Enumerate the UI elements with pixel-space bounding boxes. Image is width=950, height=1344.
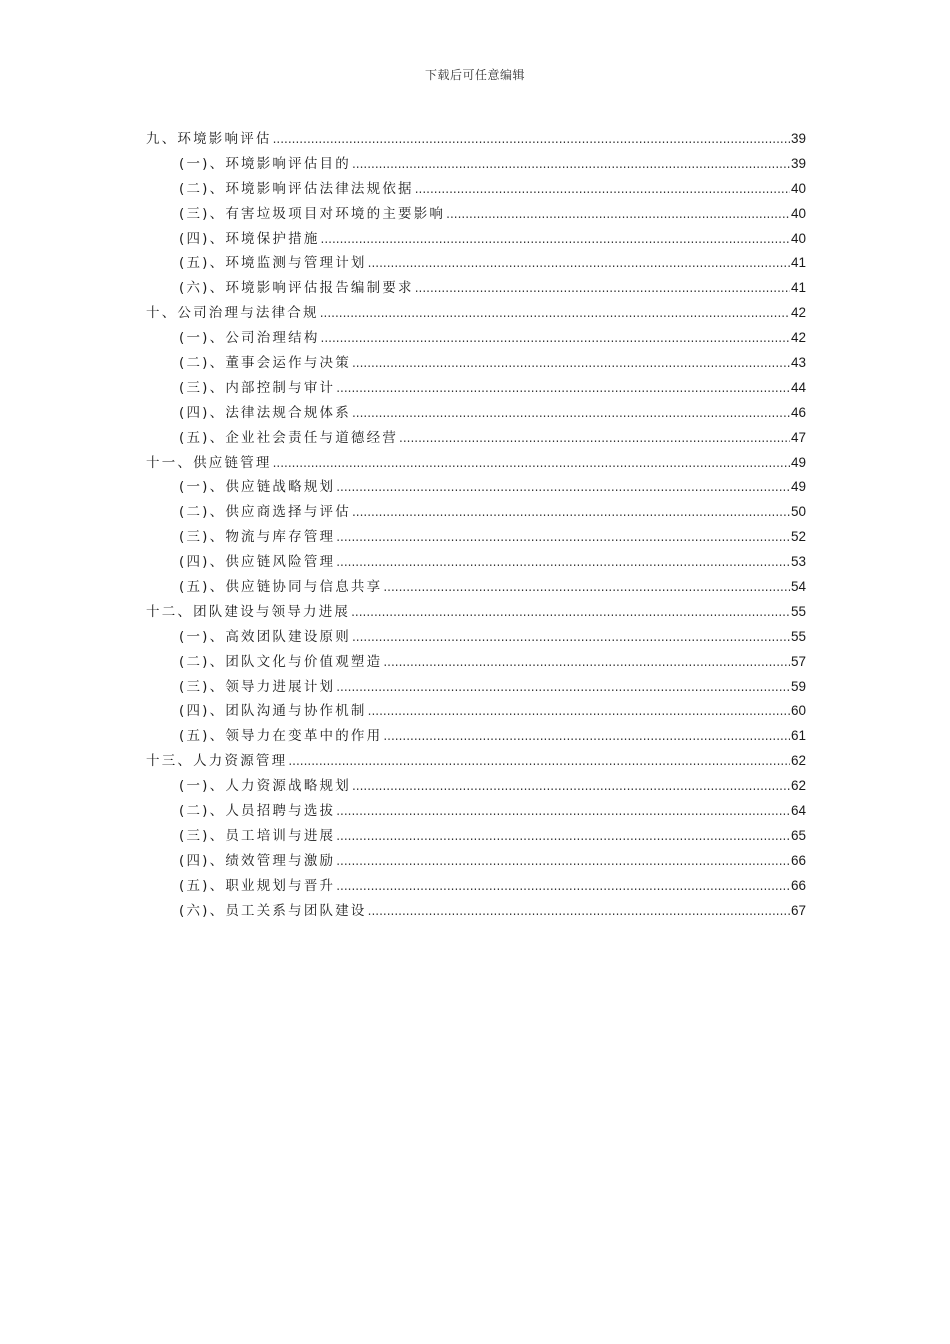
toc-dot-leader: [336, 849, 790, 874]
toc-entry-title: (五)、环境监测与管理计划: [179, 255, 367, 272]
toc-page-number: 42: [790, 330, 806, 346]
toc-dot-leader: [383, 575, 790, 600]
toc-page-number: 55: [790, 603, 806, 619]
toc-page-number: 67: [790, 902, 806, 918]
toc-entry-title: (三)、物流与库存管理: [179, 529, 336, 546]
toc-section-entry[interactable]: [146, 152, 806, 177]
toc-page-number: 50: [790, 504, 806, 520]
toc-section-entry[interactable]: [146, 575, 806, 600]
toc-entry-title: (一)、高效团队建设原则: [179, 628, 351, 645]
toc-section-entry[interactable]: [146, 475, 806, 500]
toc-dot-leader: [383, 650, 790, 675]
toc-section-entry[interactable]: [146, 177, 806, 202]
toc-entry-title: (四)、环境保护措施: [179, 230, 320, 247]
toc-page-number: 46: [790, 404, 806, 420]
toc-entry-title: (四)、绩效管理与激励: [179, 852, 336, 869]
toc-dot-leader: [352, 774, 790, 799]
toc-section-entry[interactable]: [146, 202, 806, 227]
toc-section-entry[interactable]: [146, 351, 806, 376]
table-of-contents: [146, 127, 806, 924]
toc-section-entry[interactable]: [146, 500, 806, 525]
toc-section-entry[interactable]: [146, 227, 806, 252]
toc-dot-leader: [336, 799, 790, 824]
toc-entry-title: (一)、环境影响评估目的: [179, 155, 351, 172]
toc-dot-leader: [352, 500, 790, 525]
toc-section-entry[interactable]: [146, 799, 806, 824]
toc-entry-title: (四)、团队沟通与协作机制: [179, 703, 367, 720]
toc-entry-title: (五)、供应链协同与信息共享: [179, 579, 383, 596]
toc-dot-leader: [273, 451, 790, 476]
toc-entry-title: (二)、董事会运作与决策: [179, 355, 351, 372]
toc-entry-title: (五)、企业社会责任与道德经营: [179, 429, 399, 446]
toc-dot-leader: [336, 525, 790, 550]
toc-page-number: 41: [790, 255, 806, 271]
toc-page-number: 65: [790, 827, 806, 843]
toc-dot-leader: [273, 127, 790, 152]
toc-entry-title: 十一、供应链管理: [146, 454, 272, 471]
toc-chapter-entry[interactable]: [146, 600, 806, 625]
toc-page-number: 61: [790, 728, 806, 744]
toc-page-number: 39: [790, 131, 806, 146]
toc-page-number: 44: [790, 379, 806, 395]
toc-dot-leader: [415, 177, 790, 202]
toc-dot-leader: [399, 426, 790, 451]
toc-dot-leader: [321, 227, 790, 252]
toc-entry-title: (一)、公司治理结构: [179, 330, 320, 347]
toc-dot-leader: [352, 401, 790, 426]
toc-dot-leader: [336, 824, 790, 849]
toc-page-number: 42: [790, 305, 806, 321]
toc-dot-leader: [320, 301, 790, 326]
toc-dot-leader: [368, 251, 790, 276]
toc-dot-leader: [352, 625, 790, 650]
toc-page-number: 41: [790, 280, 806, 296]
toc-dot-leader: [351, 600, 790, 625]
toc-dot-leader: [352, 152, 790, 177]
toc-entry-title: (六)、员工关系与团队建设: [179, 902, 367, 919]
toc-entry-title: 九、环境影响评估: [146, 131, 272, 147]
toc-entry-title: (一)、供应链战略规划: [179, 479, 336, 496]
toc-page-number: 60: [790, 703, 806, 719]
toc-dot-leader: [321, 326, 790, 351]
toc-page-number: 49: [790, 454, 806, 470]
toc-entry-title: (二)、团队文化与价值观塑造: [179, 653, 383, 670]
toc-dot-leader: [352, 351, 790, 376]
toc-section-entry[interactable]: [146, 724, 806, 749]
toc-section-entry[interactable]: [146, 625, 806, 650]
toc-chapter-entry[interactable]: [146, 749, 806, 774]
toc-entry-title: (五)、职业规划与晋升: [179, 877, 336, 894]
toc-section-entry[interactable]: [146, 774, 806, 799]
toc-section-entry[interactable]: [146, 376, 806, 401]
toc-page-number: 52: [790, 529, 806, 545]
toc-entry-title: (三)、有害垃圾项目对环境的主要影响: [179, 205, 446, 222]
toc-section-entry[interactable]: [146, 899, 806, 924]
toc-section-entry[interactable]: [146, 675, 806, 700]
toc-entry-title: (三)、员工培训与进展: [179, 827, 336, 844]
toc-page-number: 55: [790, 628, 806, 644]
toc-section-entry[interactable]: [146, 650, 806, 675]
toc-dot-leader: [383, 724, 790, 749]
toc-entry-title: 十三、人力资源管理: [146, 753, 288, 770]
toc-entry-title: (二)、人员招聘与选拔: [179, 803, 336, 820]
toc-section-entry[interactable]: [146, 251, 806, 276]
toc-dot-leader: [336, 475, 790, 500]
toc-entry-title: 十二、团队建设与领导力进展: [146, 603, 351, 620]
toc-page-number: 39: [790, 155, 806, 171]
toc-section-entry[interactable]: [146, 276, 806, 301]
toc-entry-title: (一)、人力资源战略规划: [179, 778, 351, 795]
toc-dot-leader: [368, 899, 790, 924]
toc-entry-title: (四)、供应链风险管理: [179, 554, 336, 571]
toc-chapter-entry[interactable]: [146, 301, 806, 326]
toc-page-number: 47: [790, 429, 806, 445]
toc-section-entry[interactable]: [146, 525, 806, 550]
toc-dot-leader: [336, 376, 790, 401]
toc-section-entry[interactable]: [146, 401, 806, 426]
toc-dot-leader: [446, 202, 790, 227]
toc-page-number: 66: [790, 852, 806, 868]
toc-page-number: 40: [790, 205, 806, 221]
toc-page-number: 57: [790, 653, 806, 669]
toc-entry-title: (二)、环境影响评估法律法规依据: [179, 180, 414, 197]
toc-section-entry[interactable]: [146, 326, 806, 351]
toc-entry-title: (三)、内部控制与审计: [179, 379, 336, 396]
toc-page-number: 54: [790, 579, 806, 595]
toc-page-number: 62: [790, 778, 806, 794]
toc-entry-title: (五)、领导力在变革中的作用: [179, 728, 383, 745]
toc-page-number: 43: [790, 355, 806, 371]
page-header: 下载后可任意编辑: [424, 68, 525, 82]
toc-section-entry[interactable]: [146, 824, 806, 849]
toc-section-entry[interactable]: [146, 849, 806, 874]
toc-page-number: 64: [790, 803, 806, 819]
toc-dot-leader: [368, 699, 790, 724]
toc-chapter-entry[interactable]: [146, 127, 806, 152]
toc-dot-leader: [336, 675, 790, 700]
toc-page-number: 49: [790, 479, 806, 495]
toc-page-number: 66: [790, 877, 806, 893]
toc-page-number: 40: [790, 180, 806, 196]
toc-section-entry[interactable]: [146, 874, 806, 899]
toc-dot-leader: [336, 550, 790, 575]
toc-page-number: 53: [790, 554, 806, 570]
toc-dot-leader: [415, 276, 790, 301]
toc-entry-title: (二)、供应商选择与评估: [179, 504, 351, 521]
toc-entry-title: (四)、法律法规合规体系: [179, 404, 351, 421]
toc-entry-title: (三)、领导力进展计划: [179, 678, 336, 695]
toc-page-number: 40: [790, 230, 806, 246]
toc-section-entry[interactable]: [146, 699, 806, 724]
toc-chapter-entry[interactable]: [146, 451, 806, 476]
toc-section-entry[interactable]: [146, 426, 806, 451]
toc-section-entry[interactable]: [146, 550, 806, 575]
toc-entry-title: 十、公司治理与法律合规: [146, 305, 319, 322]
toc-page-number: 62: [790, 753, 806, 769]
toc-dot-leader: [336, 874, 790, 899]
toc-dot-leader: [288, 749, 790, 774]
toc-page-number: 59: [790, 678, 806, 694]
toc-entry-title: (六)、环境影响评估报告编制要求: [179, 280, 414, 297]
